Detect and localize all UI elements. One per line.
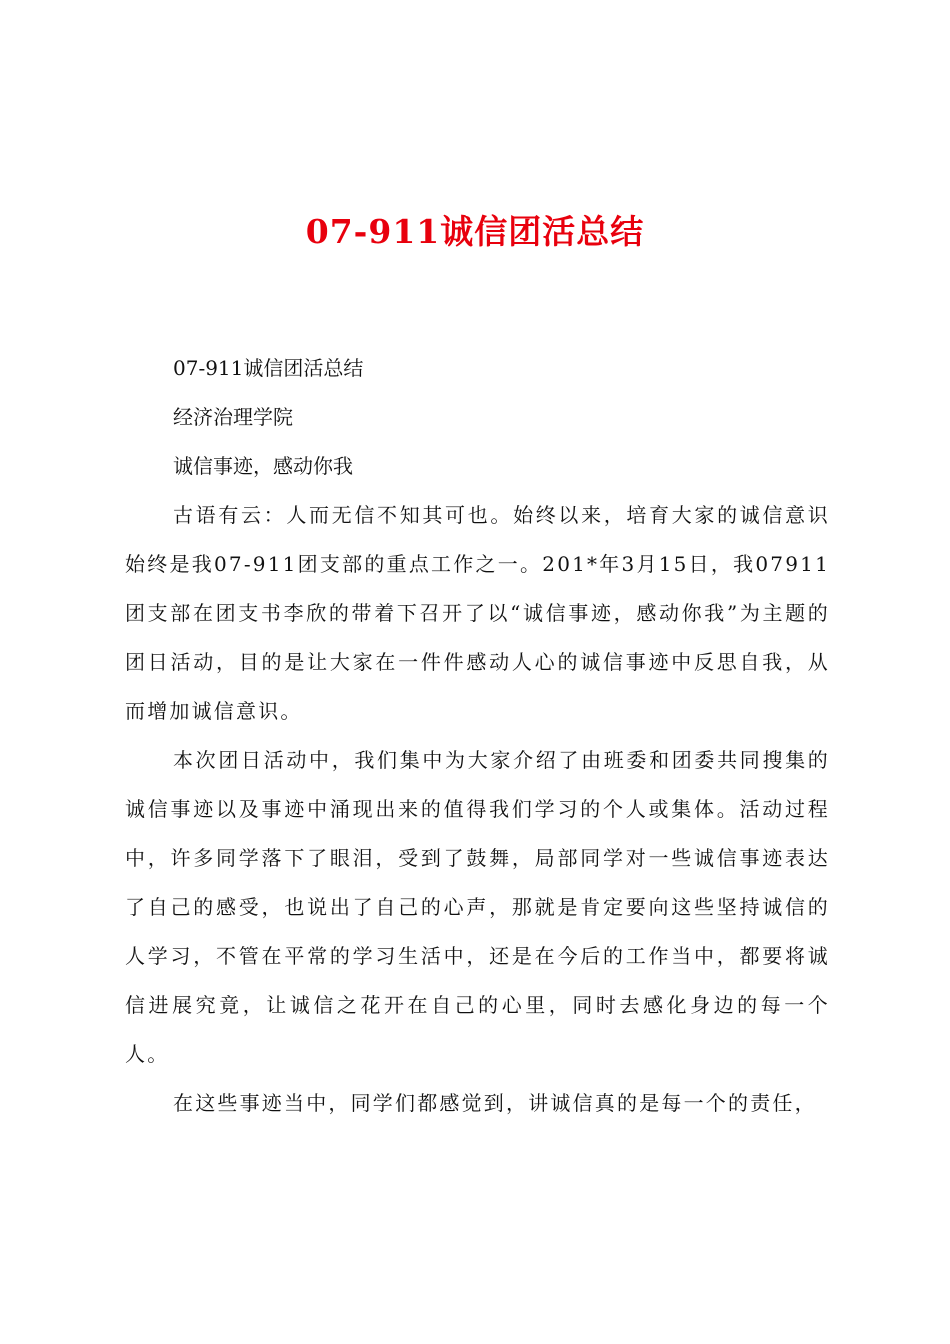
paragraph-1: 古语有云：人而无信不知其可也。始终以来，培育大家的诚信意识始终是我07-911团支部的重点工作之一。201*年3月15日，我07911团支部在团支书李欣的带着下召开了以“诚信事迹，感动你我”为主题的团日活动，目的是让大家在一件件感动人心的诚信事迹中反思自我，从而增加诚信意识。 [125, 503, 830, 723]
paragraph-3: 在这些事迹当中，同学们都感觉到，讲诚信真的是每一个的责任， [173, 1091, 817, 1115]
document-body [125, 344, 830, 1128]
document-title: 07-911诚信团活总结 [305, 212, 645, 251]
paragraph-2: 本次团日活动中，我们集中为大家介绍了由班委和团委共同搜集的诚信事迹以及事迹中涌现出来的值得我们学习的个人或集体。活动过程中，许多同学落下了眼泪，受到了鼓舞，局部同学对一些诚信事迹表达了自己的感受，也说出了自己的心声，那就是肯定要向这些坚持诚信的人学习，不管在平常的学习生活中，还是在今后的工作当中，都要将诚信进展究竟，让诚信之花开在自己的心里，同时去感化身边的每一个人。 [125, 748, 830, 1066]
heading-line: 07-911诚信团活总结 [173, 356, 364, 380]
department-line: 经济治理学院 [173, 405, 293, 429]
subtitle-line: 诚信事迹，感动你我 [173, 454, 353, 478]
